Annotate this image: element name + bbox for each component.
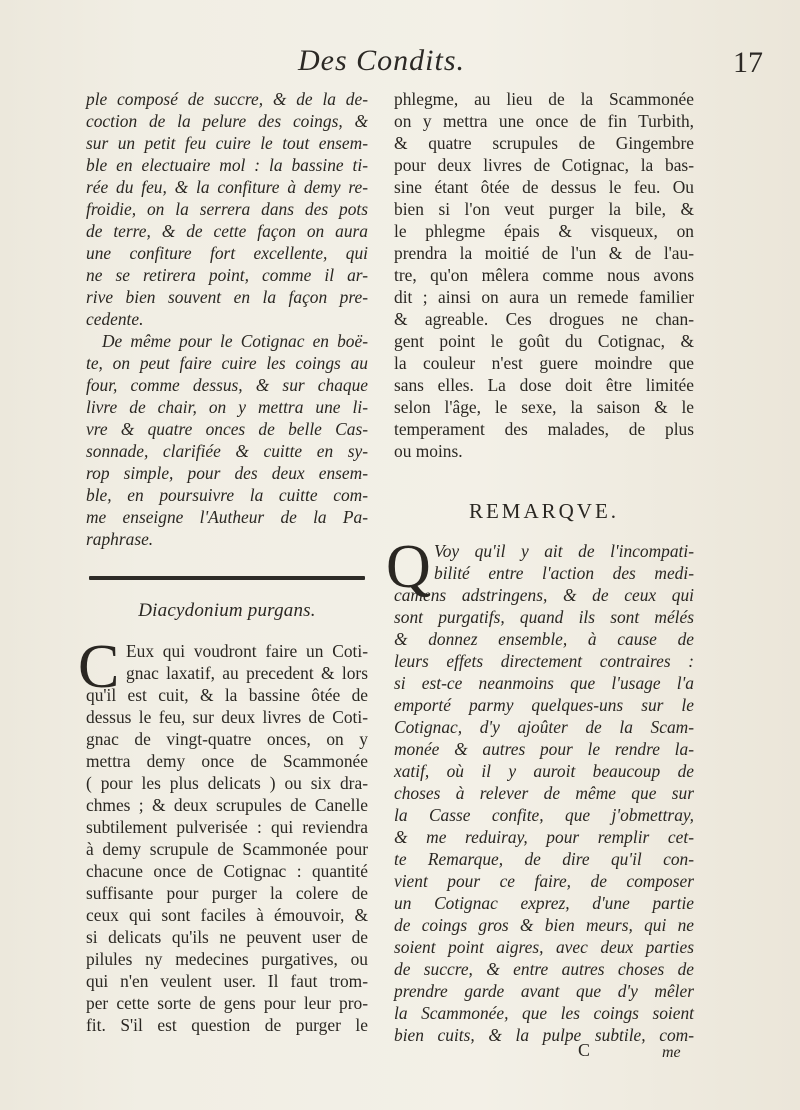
- text-line: rive bien souvent en la façon pre-: [86, 287, 368, 307]
- text-line: chacune once de Cotignac : quantité: [86, 861, 368, 881]
- text-line: temperament des malades, de plus: [394, 419, 694, 439]
- text-line: four, comme dessus, & sur chaque: [86, 375, 368, 395]
- text-line: phlegme, au lieu de la Scammonée: [394, 89, 694, 109]
- text-line: ble, en poursuivre la cuitte com-: [86, 485, 368, 505]
- section-heading-remarque: REMARQVE.: [468, 499, 620, 523]
- text-line: vre & quatre onces de belle Cas-: [86, 419, 368, 439]
- text-line: ble en electuaire mol : la bassine ti-: [86, 155, 368, 175]
- text-line: xatif, où il y auroit beaucoup de: [394, 761, 694, 781]
- text-line: selon l'âge, le sexe, la saison & le: [394, 397, 694, 417]
- left-paragraph-1: [86, 88, 368, 330]
- text-line: ou moins.: [394, 441, 463, 461]
- right-column: [386, 88, 694, 1046]
- text-line: coction de la pelure des coings, &: [86, 111, 368, 131]
- drop-cap: Q: [386, 533, 431, 601]
- text-line: ceux qui sont faciles à émouvoir, &: [86, 905, 368, 925]
- text-line: me enseigne l'Autheur de la Pa-: [86, 507, 368, 527]
- text-line: prendra la moitié de l'un & de l'au-: [394, 243, 694, 263]
- text-line: qu'il est cuit, & la bassine ôtée de: [86, 685, 368, 705]
- text-line: Cotignac, d'y ajoûter de la Scam-: [394, 717, 694, 737]
- text-line: De même pour le Cotignac en boë-: [102, 331, 368, 351]
- text-line: ( pour les plus delicats ) ou six dra-: [86, 773, 368, 793]
- right-paragraph-1: [394, 88, 694, 462]
- page-number: 17: [733, 46, 763, 79]
- text-line: rée du feu, & la confiture à demy re-: [86, 177, 368, 197]
- text-line: le phlegme épais & visqueux, on: [394, 221, 694, 241]
- text-line: per cette sorte de gens pour leur pro-: [86, 993, 368, 1013]
- text-line: froidie, on la serrera dans des pots: [86, 199, 368, 219]
- text-line: choses à relever de même que sur: [394, 783, 694, 803]
- text-line: dessus le feu, sur deux livres de Coti-: [86, 707, 368, 727]
- signature-mark: C: [578, 1040, 591, 1060]
- drop-cap: C: [78, 633, 120, 701]
- text-line: la Casse confite, que j'obmettray,: [394, 805, 694, 825]
- text-line: la couleur n'est guere moindre que: [394, 353, 694, 373]
- text-line: bien cuits, & la pulpe subtile, com-: [394, 1025, 694, 1045]
- left-paragraph-2: [86, 330, 368, 550]
- text-line: chmes ; & deux scrupules de Canelle: [86, 795, 368, 815]
- text-line: on y mettra une once de fin Turbith,: [394, 111, 694, 131]
- text-line: gent point le goût du Cotignac, &: [394, 331, 694, 351]
- text-line: ple composé de succre, & de la de-: [86, 89, 368, 109]
- text-line: fit. S'il est question de purger le: [86, 1015, 368, 1035]
- text-line: si delicats qu'ils ne peuvent user de: [86, 927, 368, 947]
- text-line: de coings gros & bien meurs, qui ne: [394, 915, 694, 935]
- text-line: sonnade, clarifiée & cuitte en sy-: [86, 441, 368, 461]
- text-line: camens adstringens, & de ceux qui: [394, 585, 694, 605]
- running-title: Des Condits.: [298, 44, 466, 77]
- text-line: Eux qui voudront faire un Coti-: [126, 641, 368, 661]
- text-line: un Cotignac exprez, d'une partie: [394, 893, 694, 913]
- text-line: te Remarque, de dire qu'il con-: [394, 849, 694, 869]
- text-line: & me reduiray, pour remplir cet-: [394, 827, 694, 847]
- left-paragraph-3: [78, 633, 368, 1036]
- text-line: pour deux livres de Cotignac, la bas-: [394, 155, 694, 175]
- page-header: [0, 44, 800, 84]
- text-line: Voy qu'il y ait de l'incompati-: [434, 541, 694, 561]
- text-line: ne se retirera point, comme il ar-: [86, 265, 368, 285]
- text-line: sont purgatifs, quand ils sont mélés: [394, 607, 694, 627]
- text-line: dit ; ainsi on aura un remede familier: [394, 287, 694, 307]
- text-line: à demy scrupule de Scammonée pour: [86, 839, 368, 859]
- text-line: cedente.: [86, 309, 144, 329]
- section-heading-diacydonium: Diacydonium purgans.: [138, 600, 316, 621]
- text-line: la Scammonée, que les coings soient: [394, 1003, 694, 1023]
- text-line: gnac laxatif, au precedent & lors: [126, 663, 368, 683]
- text-line: sine étant ôtée de dessus le feu. Ou: [394, 177, 694, 197]
- text-line: te, on peut faire cuire les coings au: [86, 353, 368, 373]
- text-line: tre, qu'on mêlera comme nous avons: [394, 265, 694, 285]
- text-line: livre de chair, on y mettra une li-: [86, 397, 368, 417]
- text-line: & quatre scrupules de Gingembre: [394, 133, 694, 153]
- text-line: gnac de vingt-quatre onces, on y: [86, 729, 368, 749]
- text-line: de terre, & de cette façon on aura: [86, 221, 368, 241]
- text-line: une confiture fort excellente, qui: [86, 243, 368, 263]
- text-line: emporté parmy quelques-uns sur le: [394, 695, 694, 715]
- text-line: subtilement pulverisée : qui reviendra: [86, 817, 368, 837]
- text-line: mettra demy once de Scammonée: [86, 751, 368, 771]
- text-line: de succre, & entre autres choses de: [394, 959, 694, 979]
- catchword: me: [662, 1044, 681, 1061]
- text-line: pilules ny medecines purgatives, ou: [86, 949, 368, 969]
- text-line: monée & autres pour le rendre la-: [394, 739, 694, 759]
- text-line: bien si l'on veut purger la bile, &: [394, 199, 694, 219]
- text-line: vient pour ce faire, de composer: [394, 871, 694, 891]
- text-line: suffisante pour purger la colere de: [86, 883, 368, 903]
- text-line: si est-ce neanmoins que l'usage l'a: [394, 673, 694, 693]
- text-line: & agreable. Ces drogues ne chan-: [394, 309, 694, 329]
- left-column: [78, 88, 368, 1036]
- text-line: prendre garde avant que d'y mêler: [394, 981, 694, 1001]
- text-line: qui n'en veulent user. Il faut trom-: [86, 971, 368, 991]
- text-line: rop simple, pour des deux ensem-: [86, 463, 368, 483]
- text-line: sur un petit feu cuire le tout ensem-: [86, 133, 368, 153]
- text-line: & donnez ensemble, à cause de: [394, 629, 694, 649]
- horizontal-rule: [89, 576, 365, 580]
- right-paragraph-2: [386, 533, 694, 1046]
- text-line: bilité entre l'action des medi-: [434, 563, 694, 583]
- text-line: soient point aigres, avec deux parties: [394, 937, 694, 957]
- text-line: raphrase.: [86, 529, 154, 549]
- text-line: leurs effets directement contraires :: [394, 651, 694, 671]
- text-line: sans elles. La dose doit être limitée: [394, 375, 694, 395]
